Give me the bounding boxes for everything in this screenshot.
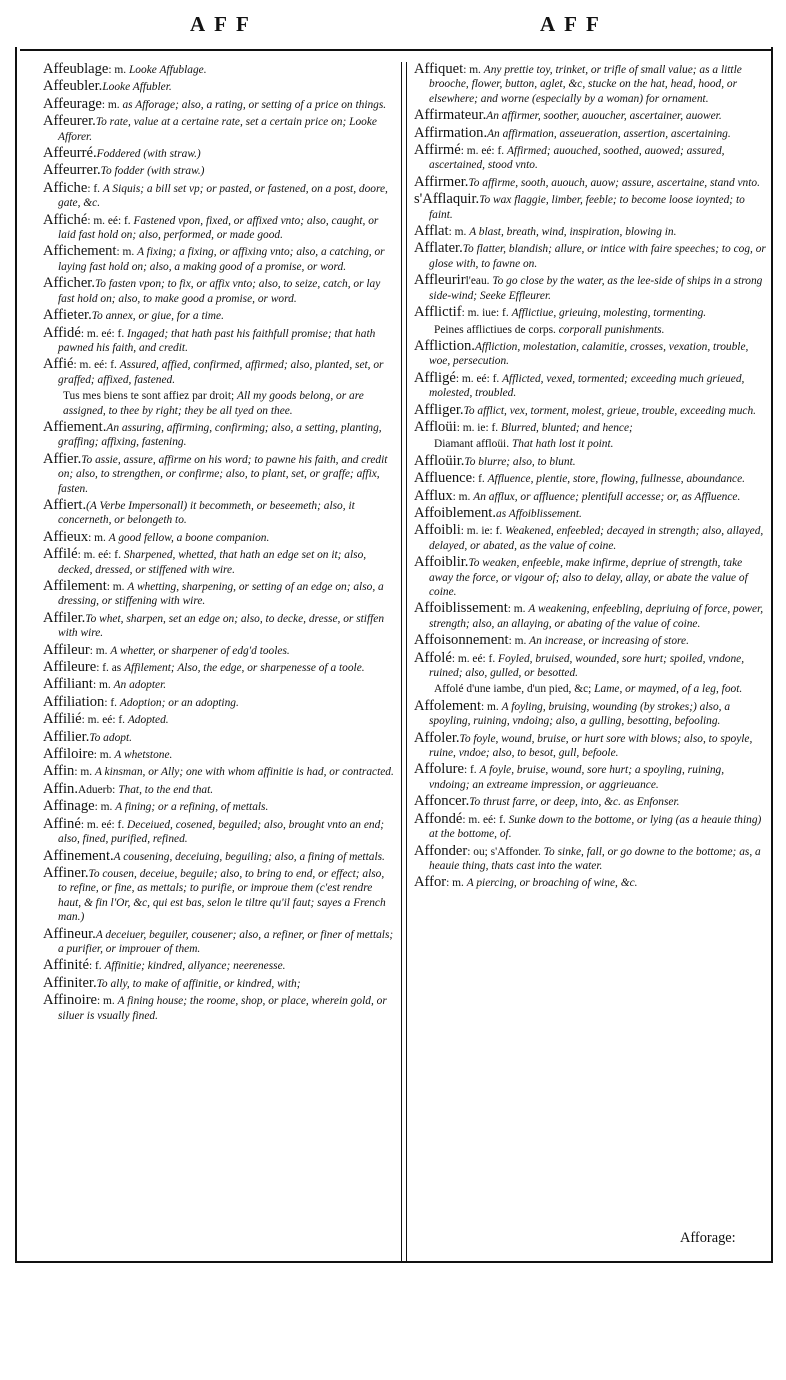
definition: A cousening, deceiuing, beguiling; also, a fining of mettals. xyxy=(113,850,385,863)
definition: Blurred, blunted; and hence; xyxy=(501,421,633,434)
definition: An increase, or increasing of store. xyxy=(529,635,689,648)
dictionary-entry xyxy=(414,731,766,761)
dictionary-entry xyxy=(414,143,766,173)
headword: Affinement. xyxy=(43,847,114,864)
dictionary-entry xyxy=(43,163,395,178)
right-column xyxy=(414,62,766,893)
headword: Affeurrer. xyxy=(43,162,101,179)
definition: To thrust farre, or deep, into, &c. as Enfonser. xyxy=(469,796,680,809)
headword: Affiquet xyxy=(414,61,464,77)
headword: Affligé xyxy=(414,369,456,386)
dictionary-entry xyxy=(414,471,766,486)
grammar-tag: Aduerb: xyxy=(78,783,116,796)
definition: To ally, to make of affinitie, or kindred, with; xyxy=(96,977,301,990)
headword: Affoiblement. xyxy=(414,504,497,521)
dictionary-entry xyxy=(414,601,766,631)
grammar-tag: : m. eé: f. xyxy=(81,714,125,727)
headword: Affluence xyxy=(414,470,473,487)
definition: A deceiuer, beguiler, cousener; also, a refiner, or finer of mettals; a purifier, or improuer of them. xyxy=(58,928,394,955)
catchword: Afforage: xyxy=(680,1230,736,1246)
dictionary-entry xyxy=(43,660,395,675)
dictionary-entry xyxy=(414,305,766,320)
headword: Affirmer. xyxy=(414,173,469,190)
dictionary-entry xyxy=(434,682,766,696)
grammar-tag: : m. ie: f. xyxy=(460,525,503,538)
definition: Weakened, enfeebled; decayed in strength; also, allayed, delayed, or abated, as the value of coine. xyxy=(429,525,764,552)
definition: corporall punishments. xyxy=(558,323,665,336)
headword: Affiement. xyxy=(43,418,107,435)
headword: Affirmateur. xyxy=(414,107,487,124)
headword: Affoncer. xyxy=(414,793,470,810)
headword: Affilé xyxy=(43,546,78,563)
headword: Affeurage xyxy=(43,95,102,112)
headword: Affloüi xyxy=(414,418,457,435)
definition: To whet, sharpen, set an edge on; also, to decke, dresse, or stiffen with wire. xyxy=(58,612,385,640)
dictionary-entry xyxy=(43,976,395,991)
definition: To adopt. xyxy=(89,731,132,744)
dictionary-entry xyxy=(414,812,766,842)
sub-phrase: Peines afflictiues de corps. xyxy=(434,323,556,336)
grammar-tag: : f. xyxy=(472,473,485,486)
definition: as Affoiblissement. xyxy=(496,507,582,520)
headword: Affeurré. xyxy=(43,145,97,162)
definition: as Afforage; also, a rating, or setting of a price on things. xyxy=(122,98,387,111)
definition: Any prettie toy, trinket, or trifle of small value; as a little brooche, flower, button, aglet, &c, stucke on the hat, head, hood, or elsewhere; and worne (especially by a woman) for ornament. xyxy=(429,64,742,105)
grammar-tag: : f. xyxy=(88,960,102,973)
headword: Affloüir. xyxy=(414,452,465,469)
dictionary-entry xyxy=(414,555,766,599)
bottom-rule xyxy=(15,1261,773,1263)
definition: Fastened vpon, fixed, or affixed vnto; also, caught, or laid fast hold on; also, performed, or made good. xyxy=(58,214,379,242)
definition: Ingaged; that hath past his faithfull promise; that hath pawned his faith, and credit. xyxy=(58,327,376,354)
headword: Affilier. xyxy=(43,728,90,745)
headword: Affiché xyxy=(43,211,88,228)
definition: To affirme, sooth, auouch, auow; assure, ascertaine, stand vnto. xyxy=(468,176,760,189)
dictionary-entry xyxy=(414,339,766,369)
grammar-tag: : m. eé: f. xyxy=(451,652,496,665)
grammar-tag: : m. xyxy=(93,679,111,692)
dictionary-entry xyxy=(43,927,395,957)
headword: Affichement xyxy=(43,243,117,260)
dictionary-entry xyxy=(414,420,766,435)
grammar-tag: : m. xyxy=(88,531,106,544)
dictionary-entry xyxy=(43,747,395,762)
dictionary-entry xyxy=(414,62,766,106)
definition: To weaken, enfeeble, make infirme, depriue of strength, take away the force, or vigour of; also to delay, allay, or abate the value of coine. xyxy=(429,557,748,598)
definition: All my goods belong, or are assigned, to thee by right; they be all tyed on thee. xyxy=(63,390,364,417)
dictionary-entry xyxy=(43,695,395,710)
grammar-tag: : m. xyxy=(89,644,108,657)
grammar-tag: : m. xyxy=(106,581,125,593)
headword: Affliction. xyxy=(414,337,475,354)
headword: Affiche xyxy=(43,179,88,196)
headword: Affolé xyxy=(414,649,452,666)
dictionary-entry xyxy=(414,762,766,792)
dictionary-entry xyxy=(63,389,395,418)
definition: To cousen, deceiue, beguile; also, to bring to end, or effect; also, to refine, or fine, as mettals; to purifie, or improue them (c'est rendre haut, & fin l'Or, &c, qui est bas, selon le tiltre qu'il faut; sayes a French man.) xyxy=(58,867,386,924)
dictionary-entry xyxy=(414,126,766,141)
grammar-tag: : m. xyxy=(94,801,113,814)
dictionary-entry xyxy=(434,437,766,451)
headword: Affiloire xyxy=(43,746,94,763)
definition: Affliction, molestation, calamitie, crosses, vexation, trouble, woe, persecution. xyxy=(429,340,749,368)
headword: Affinage xyxy=(43,798,95,815)
definition: A fining; or a refining, of mettals. xyxy=(115,801,269,814)
dictionary-entry xyxy=(414,489,766,504)
definition: Afflictiue, grieuing, molesting, tormenting. xyxy=(511,307,707,320)
dictionary-entry xyxy=(414,844,766,874)
grammar-tag: : ou; s'Affonder. xyxy=(467,845,541,858)
headword: Affinoire xyxy=(43,992,98,1009)
dictionary-entry xyxy=(414,699,766,729)
dictionary-entry xyxy=(414,175,766,190)
grammar-tag: : m. eé: f. xyxy=(80,818,125,831)
grammar-tag: : m. eé: f. xyxy=(460,145,505,158)
definition: An affirmer, soother, auoucher, ascertainer, auower. xyxy=(486,110,722,123)
dictionary-entry xyxy=(43,244,395,274)
definition: A piercing, or broaching of wine, &c. xyxy=(466,877,638,890)
headword: Affirmé xyxy=(414,142,461,159)
definition: Sharpened, whetted, that hath an edge set on it; also, decked, dressed, or stiffened with wire. xyxy=(58,549,367,576)
dictionary-entry xyxy=(43,498,395,528)
definition: To fodder (with straw.) xyxy=(100,165,205,178)
dictionary-entry xyxy=(43,530,395,545)
definition: Foyled, bruised, wounded, sore hurt; spoiled, vndone, ruined; also, gulled, or besotted. xyxy=(429,652,745,680)
grammar-tag: : m. xyxy=(507,603,526,616)
definition: To blurre; also, to blunt. xyxy=(464,455,576,468)
headword: Affinité xyxy=(43,957,89,974)
definition: A fining house; the roome, shop, or place, wherein gold, or siluer is vsually fined. xyxy=(58,995,387,1022)
headword: Affirmation. xyxy=(414,124,488,141)
headword: s'Afflaquir. xyxy=(414,191,480,208)
dictionary-entry xyxy=(43,357,395,387)
dictionary-entry xyxy=(43,993,395,1023)
headword: Affoler. xyxy=(414,729,460,746)
dictionary-entry xyxy=(43,213,395,243)
grammar-tag: : f. as xyxy=(96,662,122,675)
definition: A fixing; a fixing, or affixing vnto; also, a catching, or laying fast hold on; also, a making good of a promise, or word. xyxy=(58,246,385,273)
definition: Afflicted, vexed, tormented; exceeding much grieued, molested, troubled. xyxy=(429,372,745,400)
grammar-tag: : m. eé: f. xyxy=(73,359,117,372)
definition: An affirmation, asseueration, assertion, ascertaining. xyxy=(487,127,731,140)
headword: Affoisonnement xyxy=(414,632,509,649)
grammar-tag: : m. eé: f. xyxy=(77,549,121,562)
dictionary-entry xyxy=(43,308,395,323)
headword: Afficher. xyxy=(43,275,96,292)
definition: Lame, or maymed, of a leg, foot. xyxy=(594,683,743,696)
grammar-tag: : m. xyxy=(97,995,115,1008)
dictionary-entry xyxy=(43,643,395,658)
definition: A whetter, or sharpener of edg'd tooles. xyxy=(110,644,290,657)
headword: Affiert. xyxy=(43,496,87,513)
headword: Affonder xyxy=(414,842,468,859)
dictionary-entry xyxy=(43,817,395,847)
definition: An adopter. xyxy=(113,679,167,692)
headword: Affondé xyxy=(414,810,463,827)
grammar-tag: : m. xyxy=(463,64,481,76)
headword: Affileur xyxy=(43,641,90,658)
dictionary-entry xyxy=(414,875,766,890)
dictionary-entry xyxy=(43,181,395,211)
definition: A weakening, enfeebling, depriuing of force, power, strength; also, an allaying, or abating of the value of coine. xyxy=(429,603,764,630)
left-border xyxy=(15,47,17,1263)
headword: Afflux xyxy=(414,487,453,504)
grammar-tag: : m. eé: f. xyxy=(462,813,506,826)
headword: Affiniter. xyxy=(43,974,97,991)
definition: A good fellow, a boone companion. xyxy=(108,531,270,544)
page-header-left: AFF xyxy=(190,12,258,36)
grammar-tag: : m. eé: f. xyxy=(80,327,125,340)
dictionary-entry xyxy=(43,326,395,356)
headword: Affeublage xyxy=(43,61,109,77)
headword: Affin xyxy=(43,763,75,780)
grammar-tag: : f. xyxy=(87,182,100,195)
definition: Looke Affubler. xyxy=(102,81,172,94)
dictionary-entry xyxy=(414,241,766,271)
dictionary-entry xyxy=(43,146,395,161)
dictionary-entry xyxy=(43,799,395,814)
dictionary-entry xyxy=(43,958,395,973)
headword: Affiliant xyxy=(43,676,93,693)
dictionary-entry xyxy=(414,108,766,123)
dictionary-entry xyxy=(43,97,395,112)
grammar-tag: : m. eé: f. xyxy=(455,372,500,385)
left-column xyxy=(43,62,395,1025)
dictionary-entry xyxy=(414,273,766,303)
dictionary-entry xyxy=(43,579,395,609)
definition: Affluence, plentie, store, flowing, fullnesse, aboundance. xyxy=(487,473,745,486)
grammar-tag: : m. xyxy=(446,877,464,890)
right-border xyxy=(771,47,773,1263)
dictionary-entry xyxy=(43,611,395,641)
dictionary-entry xyxy=(414,192,766,222)
grammar-tag: : m. xyxy=(448,226,467,239)
dictionary-entry xyxy=(414,371,766,401)
definition: A kinsman, or Ally; one with whom affinitie is had, or contracted. xyxy=(94,766,394,779)
definition: To foyle, wound, bruise, or hurt sore with blows; also, to spoyle, ruine, vndoe; also, to besot, gull, befoole. xyxy=(429,732,753,760)
headword: Affiner. xyxy=(43,864,89,881)
grammar-tag: : m. xyxy=(481,700,499,713)
headword: Affiné xyxy=(43,815,81,832)
dictionary-entry xyxy=(414,454,766,469)
dictionary-entry xyxy=(43,866,395,925)
headword: Affliger. xyxy=(414,401,464,418)
headword: Affier. xyxy=(43,450,82,467)
dictionary-entry xyxy=(43,420,395,450)
definition: An afflux, or affluence; plentifull accesse; or, as Affluence. xyxy=(473,490,741,503)
grammar-tag: : f. xyxy=(104,696,117,709)
top-rule xyxy=(20,49,773,51)
headword: Afflictif xyxy=(414,304,462,321)
grammar-tag: l'eau. xyxy=(465,275,490,288)
dictionary-entry xyxy=(414,651,766,681)
dictionary-entry xyxy=(43,452,395,496)
grammar-tag: : m. eé: f. xyxy=(87,214,131,227)
headword: Affleurir xyxy=(414,272,466,289)
definition: A foyle, bruise, wound, sore hurt; a spoyling, ruining, vndoing; an extreame impression, or aggrieuance. xyxy=(429,764,725,791)
dictionary-entry xyxy=(414,224,766,239)
definition: To flatter, blandish; allure, or intice with faire speeches; to cog, or glose with, to fawne on. xyxy=(429,243,766,270)
definition: That hath lost it point. xyxy=(511,438,614,451)
headword: Affidé xyxy=(43,324,81,341)
headword: Affieux xyxy=(43,528,89,545)
grammar-tag: : m. xyxy=(116,246,135,259)
dictionary-entry xyxy=(43,712,395,727)
headword: Affilié xyxy=(43,711,82,728)
dictionary-entry xyxy=(43,276,395,306)
dictionary-entry xyxy=(434,323,766,337)
definition: To annex, or giue, for a time. xyxy=(91,310,224,323)
definition: That, to the end that. xyxy=(118,783,214,796)
definition: An assuring, affirming, confirming; also, a setting, planting, graffing; affixing, fastening. xyxy=(58,421,382,449)
headword: Affoiblissement xyxy=(414,600,508,617)
sub-phrase: Diamant affloüi. xyxy=(434,438,510,451)
headword: Affoiblir. xyxy=(414,554,469,571)
headword: Affiler. xyxy=(43,609,86,626)
column-divider xyxy=(401,62,402,1262)
definition: Affilement; Also, the edge, or sharpenesse of a toole. xyxy=(124,662,365,675)
definition: To rate, value at a certaine rate, set a certain price on; Looke Afforer. xyxy=(58,116,377,143)
dictionary-entry xyxy=(43,764,395,779)
headword: Affié xyxy=(43,356,74,373)
dictionary-entry xyxy=(43,782,395,797)
headword: Affileure xyxy=(43,659,97,676)
dictionary-entry xyxy=(414,403,766,418)
headword: Affeurer. xyxy=(43,113,96,130)
grammar-tag: : f. xyxy=(463,764,477,777)
definition: To afflict, vex, torment, molest, grieue, trouble, exceeding much. xyxy=(463,404,756,417)
definition: (A Verbe Impersonall) it becommeth, or beseemeth; also, it concerneth, or belongeth to. xyxy=(58,499,355,527)
grammar-tag: : m. xyxy=(93,749,112,762)
sub-phrase: Tus mes biens te sont affiez par droit; xyxy=(63,390,235,403)
definition: Deceiued, cosened, beguiled; also, brought vnto an end; also, fined, purified, refined. xyxy=(58,818,385,846)
headword: Affieter. xyxy=(43,307,92,324)
dictionary-entry xyxy=(414,794,766,809)
definition: To assie, assure, affirme on his word; to pawne his faith, and credit on; also, to strengthen, or confirme; also, to plant, set, or graffe; affix, fasten. xyxy=(58,453,388,495)
grammar-tag: : m. xyxy=(452,490,471,503)
definition: A foyling, bruising, wounding (by strokes;) also, a spoyling, ruining, vndoing; also, a gulling, besotting, befooling. xyxy=(429,700,731,728)
definition: Adoption; or an adopting. xyxy=(119,696,239,709)
sub-phrase: Affolé d'une iambe, d'un pied, &c; xyxy=(434,683,592,696)
headword: Affoibli xyxy=(414,522,461,539)
dictionary-entry xyxy=(43,114,395,144)
definition: Affinitie; kindred, allyance; neerenesse. xyxy=(104,960,286,973)
headword: Affineur. xyxy=(43,925,96,942)
grammar-tag: : m. xyxy=(101,98,120,111)
definition: To wax flaggie, limber, feeble; to become loose ioynted; to faint. xyxy=(429,194,745,221)
dictionary-entry xyxy=(414,633,766,648)
definition: Affirmed; auouched, soothed, auowed; assured, ascertained, stood vnto. xyxy=(429,145,725,172)
dictionary-entry xyxy=(43,677,395,692)
headword: Affolement xyxy=(414,697,482,714)
dictionary-entry xyxy=(43,62,395,77)
dictionary-entry xyxy=(43,547,395,577)
headword: Affeubler. xyxy=(43,78,103,95)
headword: Affilement xyxy=(43,578,107,594)
definition: A Siquis; a bill set vp; or pasted, or fastened, on a post, doore, gate, &c. xyxy=(58,182,388,210)
dictionary-entry xyxy=(43,79,395,94)
headword: Affor xyxy=(414,874,447,891)
page-header-right: AFF xyxy=(540,12,608,36)
column-divider-inner xyxy=(406,62,407,1262)
headword: Affolure xyxy=(414,761,464,778)
grammar-tag: : m. iue: f. xyxy=(461,307,509,320)
definition: A whetting, sharpening, or setting of an edge on; also, a dressing, or stiffening with wire. xyxy=(58,581,384,608)
headword: Afflater. xyxy=(414,240,463,257)
grammar-tag: : m. ie: f. xyxy=(456,421,499,434)
definition: To go close by the water, as the lee-side of ships in a strong side-wind; Seeke Effleurer. xyxy=(429,275,763,302)
definition: A blast, breath, wind, inspiration, blowing in. xyxy=(469,226,677,239)
dictionary-entry xyxy=(414,523,766,553)
headword: Afflat xyxy=(414,223,449,240)
dictionary-entry xyxy=(414,506,766,521)
definition: To sinke, fall, or go downe to the bottome; as, a heauie thing, thats cast into the water. xyxy=(429,845,761,872)
definition: Looke Affublage. xyxy=(128,64,207,76)
grammar-tag: : m. xyxy=(108,64,127,76)
definition: To fasten vpon; to fix, or affix vnto; also, to seize, catch, or lay fast hold on; also, to make good a promise, or word. xyxy=(58,278,381,305)
definition: A whetstone. xyxy=(114,749,173,762)
dictionary-entry xyxy=(43,730,395,745)
grammar-tag: : m. xyxy=(74,766,93,779)
definition: Assured, affied, confirmed, affirmed; also, planted, set, or graffed; affixed, fastened. xyxy=(58,359,384,386)
definition: Sunke down to the bottome, or lying (as a heauie thing) at the bottome, of. xyxy=(429,813,762,841)
definition: Adopted. xyxy=(127,714,169,727)
headword: Affin. xyxy=(43,780,78,797)
grammar-tag: : m. xyxy=(508,635,527,648)
definition: Foddered (with straw.) xyxy=(96,148,201,161)
dictionary-entry xyxy=(43,849,395,864)
headword: Affiliation xyxy=(43,693,105,710)
